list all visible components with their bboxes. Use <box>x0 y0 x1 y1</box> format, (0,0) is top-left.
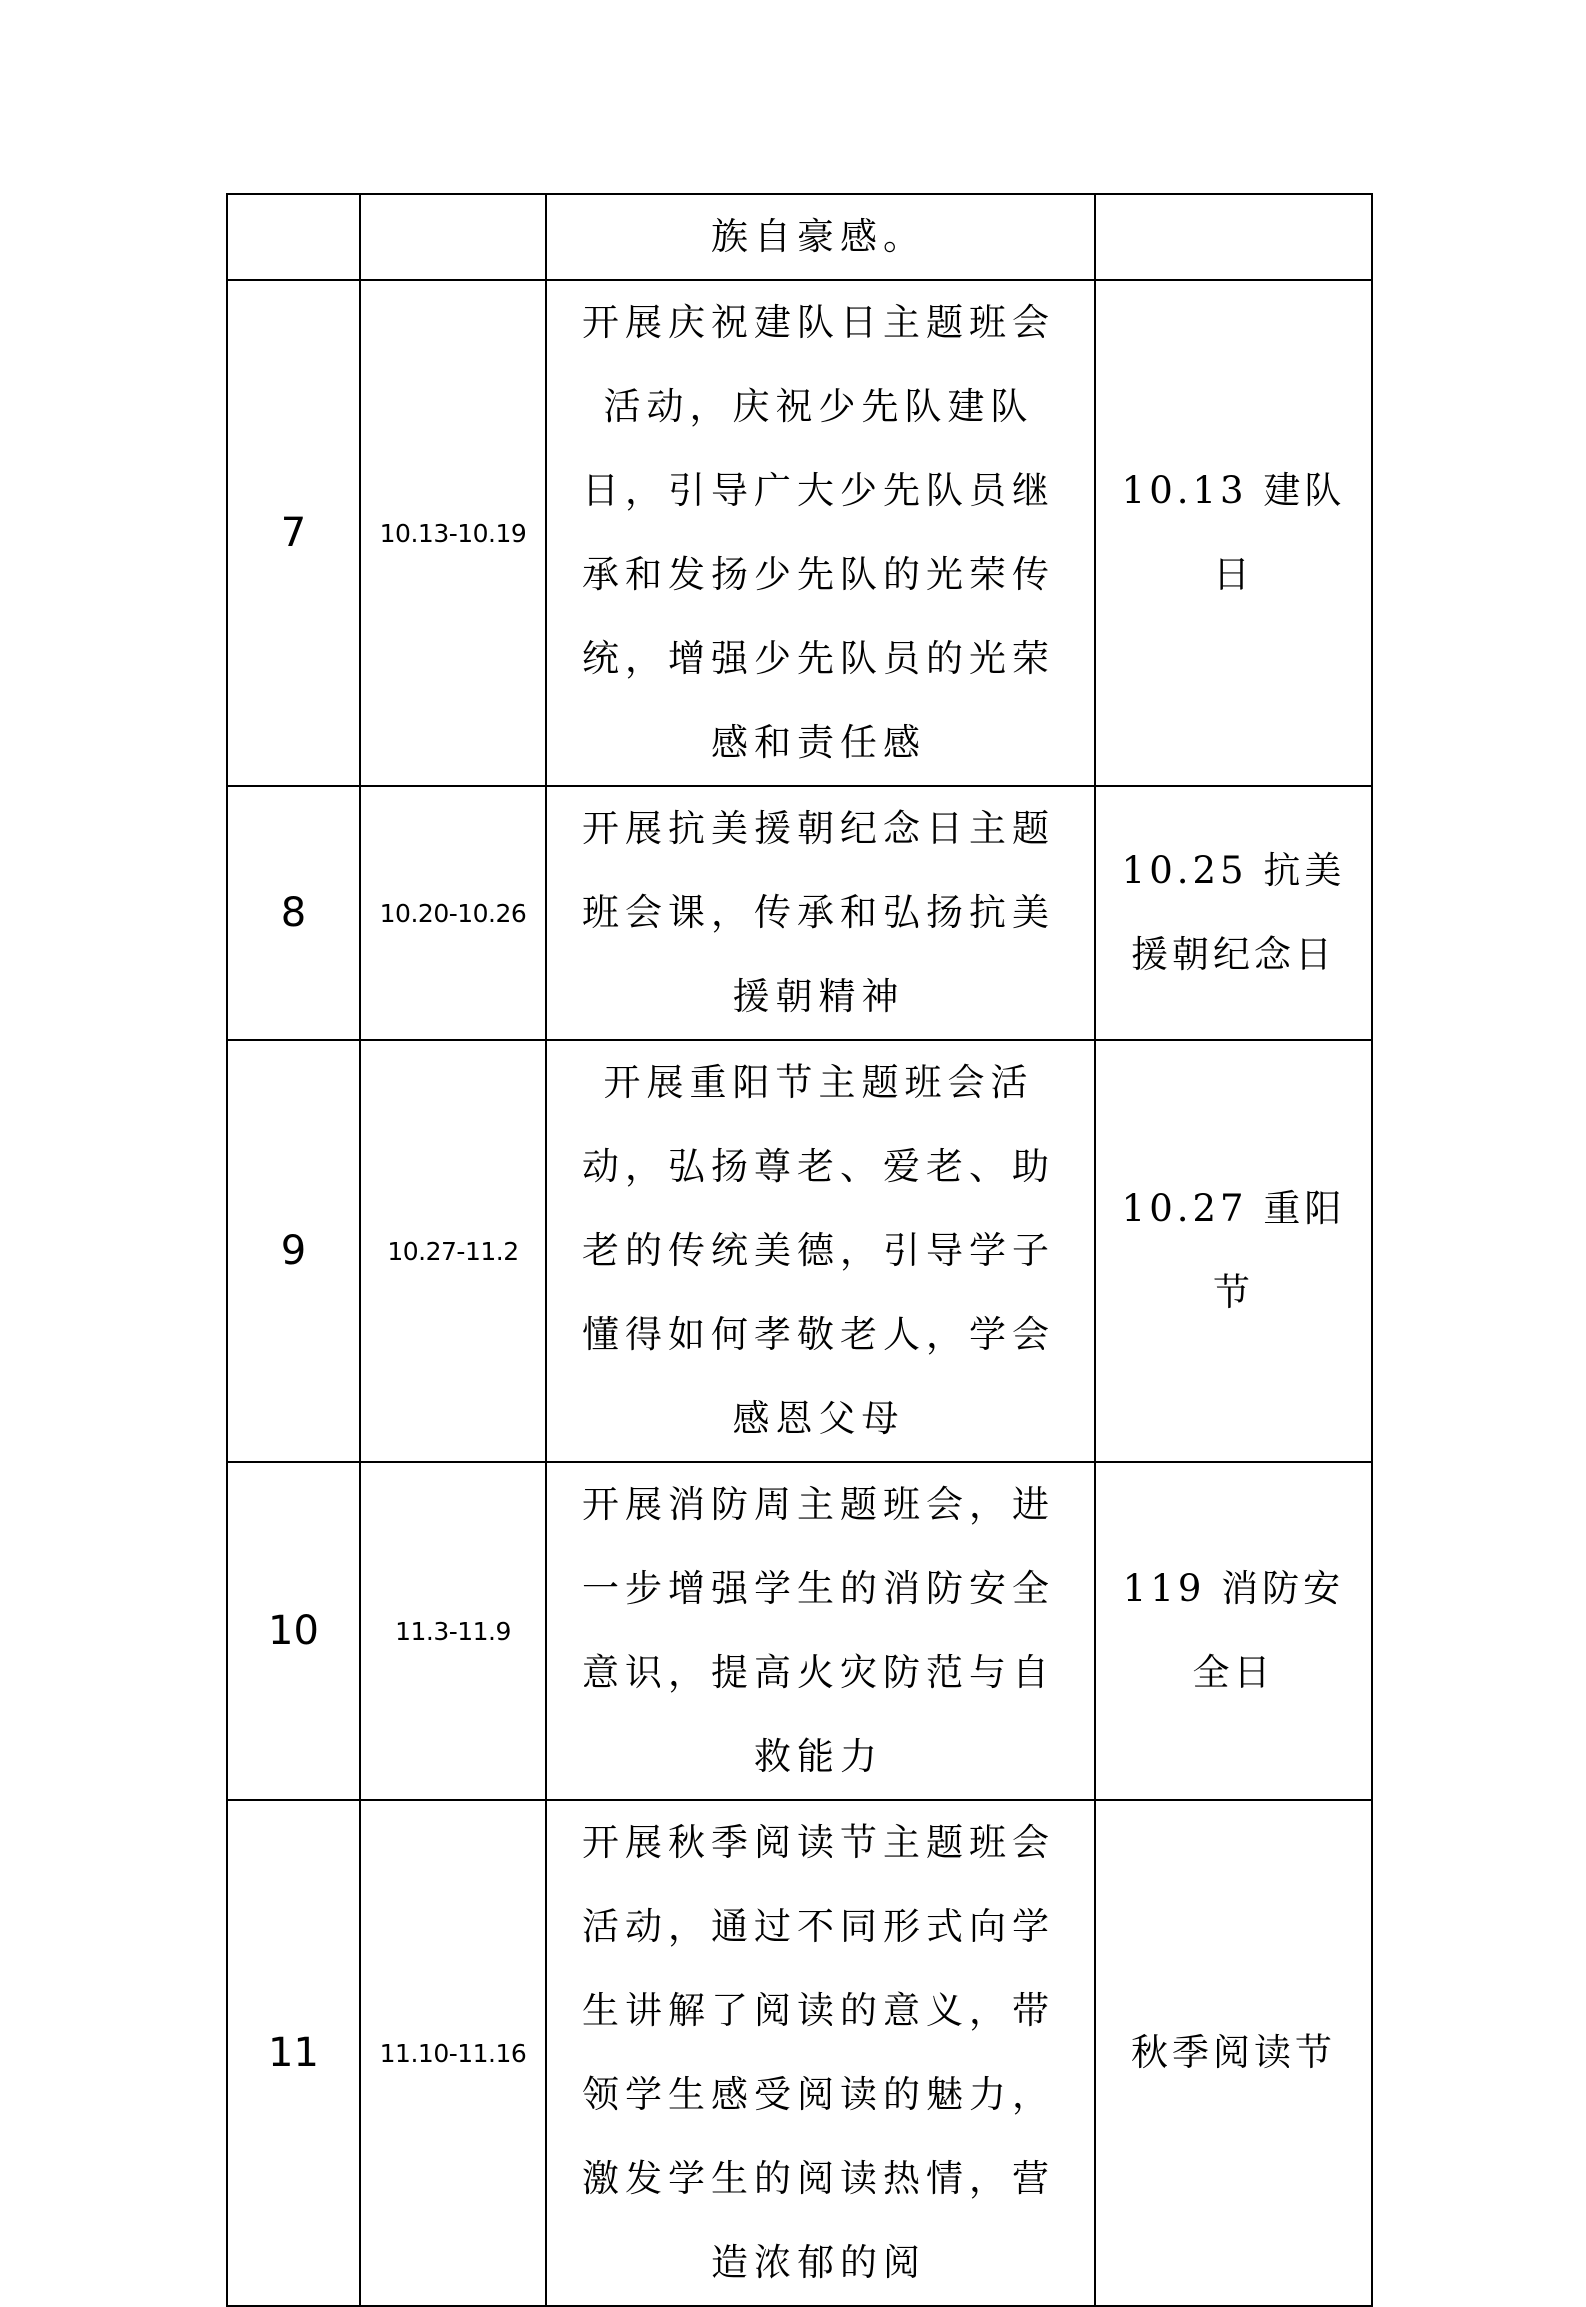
week-number-cell: 11 <box>227 1800 360 2306</box>
festival-cell: 10.13 建队日 <box>1095 280 1372 786</box>
activity-content-cell: 开展抗美援朝纪念日主题班会课，传承和弘扬抗美援朝精神 <box>546 786 1095 1040</box>
activity-content-cell: 开展消防周主题班会，进一步增强学生的消防安全意识，提高火灾防范与自救能力 <box>546 1462 1095 1800</box>
date-range-cell: 10.20-10.26 <box>360 786 546 1040</box>
date-range-cell: 11.3-11.9 <box>360 1462 546 1800</box>
activity-plan-table <box>226 193 1373 2307</box>
activity-content-cell: 开展重阳节主题班会活动，弘扬尊老、爱老、助老的传统美德，引导学子懂得如何孝敬老人，学会感恩父母 <box>546 1040 1095 1462</box>
date-range-cell <box>360 194 546 280</box>
festival-cell: 10.27 重阳节 <box>1095 1040 1372 1462</box>
date-range-cell: 10.13-10.19 <box>360 280 546 786</box>
week-number-cell <box>227 194 360 280</box>
week-number-cell: 9 <box>227 1040 360 1462</box>
week-number-cell: 8 <box>227 786 360 1040</box>
table-row <box>227 1040 1372 1462</box>
week-number-cell: 10 <box>227 1462 360 1800</box>
week-number-cell: 7 <box>227 280 360 786</box>
table-row <box>227 786 1372 1040</box>
activity-content-cell: 族自豪感。 <box>546 194 1095 280</box>
date-range-cell: 10.27-11.2 <box>360 1040 546 1462</box>
festival-cell <box>1095 194 1372 280</box>
date-range-cell: 11.10-11.16 <box>360 1800 546 2306</box>
table-row <box>227 1800 1372 2306</box>
activity-content-cell: 开展庆祝建队日主题班会活动，庆祝少先队建队日，引导广大少先队员继承和发扬少先队的光荣传统，增强少先队员的光荣感和责任感 <box>546 280 1095 786</box>
festival-cell: 秋季阅读节 <box>1095 1800 1372 2306</box>
table-row <box>227 280 1372 786</box>
table-row <box>227 194 1372 280</box>
festival-cell: 119 消防安全日 <box>1095 1462 1372 1800</box>
table-row <box>227 1462 1372 1800</box>
activity-content-cell: 开展秋季阅读节主题班会活动，通过不同形式向学生讲解了阅读的意义，带领学生感受阅读的魅力，激发学生的阅读热情，营造浓郁的阅 <box>546 1800 1095 2306</box>
festival-cell: 10.25 抗美援朝纪念日 <box>1095 786 1372 1040</box>
